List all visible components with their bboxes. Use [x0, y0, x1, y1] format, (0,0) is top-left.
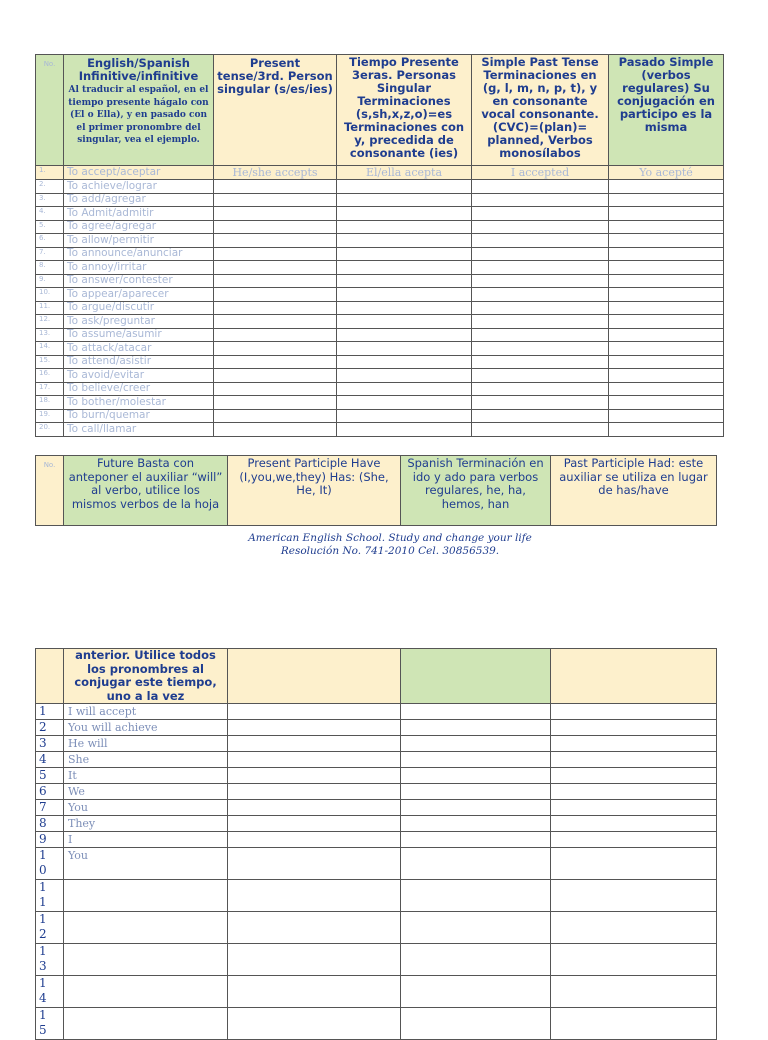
- answer-cell[interactable]: [214, 409, 337, 423]
- answer-cell[interactable]: [214, 193, 337, 207]
- header-blank: [228, 649, 401, 704]
- row-number: 18.: [36, 396, 64, 410]
- answer-cell[interactable]: [214, 180, 337, 194]
- table-row: [36, 409, 724, 423]
- header-future: Future Basta con anteponer el auxiliar “will” al verbo, utilice los mismos verbos de la hoja: [64, 456, 228, 526]
- row-number: 14.: [36, 342, 64, 356]
- answer-cell[interactable]: [472, 261, 609, 275]
- answer-cell[interactable]: [214, 369, 337, 383]
- verb-cell: To attend/asistir: [64, 355, 214, 369]
- table-row: [36, 193, 724, 207]
- answer-cell[interactable]: [337, 369, 472, 383]
- answer-cell[interactable]: [214, 301, 337, 315]
- answer-cell[interactable]: [551, 880, 717, 912]
- row-number: 10.: [36, 288, 64, 302]
- answer-cell[interactable]: [337, 409, 472, 423]
- answer-cell[interactable]: [551, 736, 717, 752]
- answer-cell[interactable]: [228, 736, 401, 752]
- verb-cell: To attack/atacar: [64, 342, 214, 356]
- answer-cell[interactable]: [472, 423, 609, 437]
- answer-cell[interactable]: [401, 704, 551, 720]
- table-row: [36, 220, 724, 234]
- school-resolution: Resolución No. 741-2010 Cel. 30856539.: [280, 545, 500, 557]
- row-number: 4.: [36, 207, 64, 221]
- header-past-participle: Past Participle Had: este auxiliar se utiliza en lugar de has/have: [551, 456, 717, 526]
- table-row: [36, 736, 717, 752]
- table-row: [36, 342, 724, 356]
- answer-cell[interactable]: [609, 180, 724, 194]
- table-row: [36, 207, 724, 221]
- future-cell[interactable]: She: [64, 752, 228, 768]
- row-number: 16.: [36, 369, 64, 383]
- row-number: 12.: [36, 315, 64, 329]
- row-number: 13: [36, 944, 64, 976]
- answer-cell[interactable]: [472, 220, 609, 234]
- answer-cell[interactable]: [401, 848, 551, 880]
- example-past: I accepted: [472, 166, 609, 180]
- answer-cell[interactable]: [609, 301, 724, 315]
- answer-cell[interactable]: [551, 944, 717, 976]
- future-cell[interactable]: [64, 976, 228, 1008]
- answer-cell[interactable]: [609, 382, 724, 396]
- answer-cell[interactable]: [472, 193, 609, 207]
- future-cell[interactable]: I: [64, 832, 228, 848]
- answer-cell[interactable]: [551, 720, 717, 736]
- answer-cell[interactable]: [337, 261, 472, 275]
- row-number: 11.: [36, 301, 64, 315]
- row-number: 7: [36, 800, 64, 816]
- answer-cell[interactable]: [214, 382, 337, 396]
- answer-cell[interactable]: [401, 752, 551, 768]
- row-number: 8: [36, 816, 64, 832]
- header-infinitive-note: Al traducir al español, en el tiempo presente hágalo con (El o Ella), y en pasado con el primer pronombre del singular, vea el ejemplo.: [68, 85, 209, 145]
- answer-cell[interactable]: [228, 832, 401, 848]
- answer-cell[interactable]: [214, 274, 337, 288]
- answer-cell[interactable]: [609, 315, 724, 329]
- verb-cell: To burn/quemar: [64, 409, 214, 423]
- table-row: [36, 848, 717, 880]
- answer-cell[interactable]: [472, 288, 609, 302]
- verb-cell: To argue/discutir: [64, 301, 214, 315]
- table-row: [36, 832, 717, 848]
- future-cell[interactable]: You: [64, 800, 228, 816]
- verb-cell: To allow/permitir: [64, 234, 214, 248]
- header-blank: [401, 649, 551, 704]
- table-row: [36, 355, 724, 369]
- answer-cell[interactable]: [337, 355, 472, 369]
- answer-cell[interactable]: [228, 976, 401, 1008]
- table-row: [36, 369, 724, 383]
- example-present: He/she accepts: [214, 166, 337, 180]
- answer-cell[interactable]: [337, 328, 472, 342]
- verb-cell: To ask/preguntar: [64, 315, 214, 329]
- answer-cell[interactable]: [228, 704, 401, 720]
- school-footer: [180, 532, 600, 558]
- answer-cell[interactable]: [609, 369, 724, 383]
- verb-cell: To accept/aceptar: [64, 166, 214, 180]
- header-simple-past: Simple Past Tense Terminaciones en (g, l, m, n, p, t), y en consonante vocal consonante. (CVC)=(plan)= planned, Verbos monosílabos: [472, 55, 609, 166]
- answer-cell[interactable]: [401, 800, 551, 816]
- table-row: [36, 382, 724, 396]
- answer-cell[interactable]: [401, 976, 551, 1008]
- row-number: 1.: [36, 166, 64, 180]
- verb-cell: To assume/asumir: [64, 328, 214, 342]
- answer-cell[interactable]: [228, 848, 401, 880]
- answer-cell[interactable]: [551, 800, 717, 816]
- answer-cell[interactable]: [472, 396, 609, 410]
- table-row: [36, 180, 724, 194]
- row-number: 17.: [36, 382, 64, 396]
- table-row: [36, 816, 717, 832]
- answer-cell[interactable]: [472, 180, 609, 194]
- answer-cell[interactable]: [337, 234, 472, 248]
- row-number: 15.: [36, 355, 64, 369]
- verb-table: [35, 54, 724, 437]
- answer-cell[interactable]: [472, 315, 609, 329]
- table-row: [36, 944, 717, 976]
- row-number: 12: [36, 912, 64, 944]
- answer-cell[interactable]: [609, 220, 724, 234]
- example-presente: El/ella acepta: [337, 166, 472, 180]
- table-row: [36, 720, 717, 736]
- answer-cell[interactable]: [609, 409, 724, 423]
- table-row: [36, 166, 724, 180]
- row-number: 11: [36, 880, 64, 912]
- row-number: 5: [36, 768, 64, 784]
- answer-cell[interactable]: [472, 328, 609, 342]
- row-number: 20.: [36, 423, 64, 437]
- answer-cell[interactable]: [228, 880, 401, 912]
- answer-cell[interactable]: [337, 396, 472, 410]
- table-row: [36, 328, 724, 342]
- answer-cell[interactable]: [228, 752, 401, 768]
- future-cell[interactable]: [64, 880, 228, 912]
- future-tense-table: [35, 648, 717, 1040]
- future-cell[interactable]: [64, 944, 228, 976]
- row-number: 3: [36, 736, 64, 752]
- answer-cell[interactable]: [472, 369, 609, 383]
- future-cell[interactable]: You: [64, 848, 228, 880]
- answer-cell[interactable]: [551, 848, 717, 880]
- verb-cell: To Admit/admitir: [64, 207, 214, 221]
- table-row: [36, 423, 724, 437]
- answer-cell[interactable]: [401, 944, 551, 976]
- answer-cell[interactable]: [472, 382, 609, 396]
- table-row: [36, 288, 724, 302]
- row-number: 10: [36, 848, 64, 880]
- answer-cell[interactable]: [472, 234, 609, 248]
- answer-cell[interactable]: [337, 342, 472, 356]
- row-number: 6.: [36, 234, 64, 248]
- answer-cell[interactable]: [214, 261, 337, 275]
- answer-cell[interactable]: [401, 784, 551, 800]
- answer-cell[interactable]: [609, 288, 724, 302]
- answer-cell[interactable]: [401, 816, 551, 832]
- answer-cell[interactable]: [401, 736, 551, 752]
- header-pasado-simple: Pasado Simple (verbos regulares) Su conjugación en participo es la misma: [609, 55, 724, 166]
- answer-cell[interactable]: [214, 396, 337, 410]
- answer-cell[interactable]: [609, 234, 724, 248]
- answer-cell[interactable]: [337, 423, 472, 437]
- answer-cell[interactable]: [337, 247, 472, 261]
- verb-cell: To answer/contester: [64, 274, 214, 288]
- row-number: 9.: [36, 274, 64, 288]
- answer-cell[interactable]: [337, 301, 472, 315]
- answer-cell[interactable]: [609, 274, 724, 288]
- answer-cell[interactable]: [551, 768, 717, 784]
- answer-cell[interactable]: [401, 832, 551, 848]
- verb-cell: To add/agregar: [64, 193, 214, 207]
- future-cell[interactable]: [64, 912, 228, 944]
- answer-cell[interactable]: [401, 880, 551, 912]
- answer-cell[interactable]: [609, 396, 724, 410]
- row-number: 3.: [36, 193, 64, 207]
- future-tense-header-table: [35, 455, 717, 526]
- answer-cell[interactable]: [337, 220, 472, 234]
- answer-cell[interactable]: [472, 207, 609, 221]
- answer-cell[interactable]: [401, 768, 551, 784]
- answer-cell[interactable]: [214, 234, 337, 248]
- table-row: [36, 301, 724, 315]
- table-row: [36, 976, 717, 1008]
- header-tiempo-presente: Tiempo Presente 3eras. Personas Singular Terminaciones (s,sh,x,z,o)=es Terminaciones con y, precedida de consonante (ies): [337, 55, 472, 166]
- answer-cell[interactable]: [214, 355, 337, 369]
- answer-cell[interactable]: [228, 912, 401, 944]
- table-row: [36, 784, 717, 800]
- answer-cell[interactable]: [609, 423, 724, 437]
- row-number: 14: [36, 976, 64, 1008]
- answer-cell[interactable]: [551, 752, 717, 768]
- table-row: [36, 800, 717, 816]
- answer-cell[interactable]: [337, 207, 472, 221]
- answer-cell[interactable]: [609, 207, 724, 221]
- verb-cell: To believe/creer: [64, 382, 214, 396]
- answer-cell[interactable]: [472, 355, 609, 369]
- future-cell[interactable]: We: [64, 784, 228, 800]
- verb-cell: To announce/anunciar: [64, 247, 214, 261]
- future-cell[interactable]: They: [64, 816, 228, 832]
- answer-cell[interactable]: [228, 800, 401, 816]
- answer-cell[interactable]: [337, 288, 472, 302]
- row-number: 8.: [36, 261, 64, 275]
- answer-cell[interactable]: [472, 247, 609, 261]
- verb-cell: To agree/agregar: [64, 220, 214, 234]
- header-infinitive-title: English/Spanish Infinitive/infinitive: [78, 56, 199, 83]
- future-cell[interactable]: You will achieve: [64, 720, 228, 736]
- answer-cell[interactable]: [472, 274, 609, 288]
- answer-cell[interactable]: [337, 382, 472, 396]
- header-present-tense: Present tense/3rd. Person singular (s/es/ies): [214, 55, 337, 166]
- answer-cell[interactable]: [551, 832, 717, 848]
- row-number: 13.: [36, 328, 64, 342]
- answer-cell[interactable]: [609, 342, 724, 356]
- verb-cell: To avoid/evitar: [64, 369, 214, 383]
- answer-cell[interactable]: [551, 976, 717, 1008]
- header-blank: [551, 649, 717, 704]
- table-row: [36, 261, 724, 275]
- verb-cell: To appear/aparecer: [64, 288, 214, 302]
- header-spanish: Spanish Terminación en ido y ado para verbos regulares, he, ha, hemos, han: [401, 456, 551, 526]
- header-infinitive: [64, 55, 214, 166]
- answer-cell[interactable]: [609, 328, 724, 342]
- answer-cell[interactable]: [214, 328, 337, 342]
- answer-cell[interactable]: [401, 720, 551, 736]
- answer-cell[interactable]: [472, 301, 609, 315]
- row-number: 4: [36, 752, 64, 768]
- table-row: [36, 704, 717, 720]
- verb-cell: To achieve/lograr: [64, 180, 214, 194]
- answer-cell[interactable]: [609, 355, 724, 369]
- answer-cell[interactable]: [337, 180, 472, 194]
- answer-cell[interactable]: [551, 816, 717, 832]
- table-row: [36, 274, 724, 288]
- table-row: [36, 752, 717, 768]
- row-number: 15: [36, 1008, 64, 1040]
- answer-cell[interactable]: [337, 274, 472, 288]
- school-name: American English School. Study and change your life: [248, 532, 532, 544]
- answer-cell[interactable]: [214, 288, 337, 302]
- row-number: 9: [36, 832, 64, 848]
- row-number: 5.: [36, 220, 64, 234]
- future-cell[interactable]: I will accept: [64, 704, 228, 720]
- answer-cell[interactable]: [609, 247, 724, 261]
- row-number: 7.: [36, 247, 64, 261]
- table-row: [36, 912, 717, 944]
- table-row: [36, 880, 717, 912]
- row-number: 2.: [36, 180, 64, 194]
- answer-cell[interactable]: [214, 247, 337, 261]
- answer-cell[interactable]: [551, 912, 717, 944]
- header-present-participle: Present Participle Have (I,you,we,they) Has: (She, He, It): [228, 456, 401, 526]
- verb-cell: To call/llamar: [64, 423, 214, 437]
- answer-cell[interactable]: [609, 193, 724, 207]
- answer-cell[interactable]: [228, 720, 401, 736]
- table-row: [36, 315, 724, 329]
- table-row: [36, 396, 724, 410]
- example-pasado: Yo acepté: [609, 166, 724, 180]
- header-number: [36, 649, 64, 704]
- answer-cell[interactable]: [609, 261, 724, 275]
- verb-cell: To bother/molestar: [64, 396, 214, 410]
- answer-cell[interactable]: [472, 342, 609, 356]
- answer-cell[interactable]: [228, 816, 401, 832]
- answer-cell[interactable]: [551, 704, 717, 720]
- header-number: No.: [36, 55, 64, 166]
- future-cell[interactable]: It: [64, 768, 228, 784]
- answer-cell[interactable]: [228, 768, 401, 784]
- answer-cell[interactable]: [214, 315, 337, 329]
- answer-cell[interactable]: [214, 220, 337, 234]
- answer-cell[interactable]: [214, 207, 337, 221]
- table-row: [36, 768, 717, 784]
- row-number: 19.: [36, 409, 64, 423]
- answer-cell[interactable]: [214, 423, 337, 437]
- table-row: [36, 234, 724, 248]
- table-row: [36, 247, 724, 261]
- answer-cell[interactable]: [337, 315, 472, 329]
- row-number: 1: [36, 704, 64, 720]
- answer-cell[interactable]: [228, 944, 401, 976]
- verb-cell: To annoy/irritar: [64, 261, 214, 275]
- answer-cell[interactable]: [551, 784, 717, 800]
- answer-cell[interactable]: [214, 342, 337, 356]
- row-number: 6: [36, 784, 64, 800]
- future-cell[interactable]: He will: [64, 736, 228, 752]
- answer-cell[interactable]: [228, 784, 401, 800]
- header-future-continued: anterior. Utilice todos los pronombres al conjugar este tiempo, uno a la vez: [64, 649, 228, 704]
- header-number: No.: [36, 456, 64, 526]
- row-number: 2: [36, 720, 64, 736]
- answer-cell[interactable]: [401, 912, 551, 944]
- answer-cell[interactable]: [472, 409, 609, 423]
- answer-cell[interactable]: [337, 193, 472, 207]
